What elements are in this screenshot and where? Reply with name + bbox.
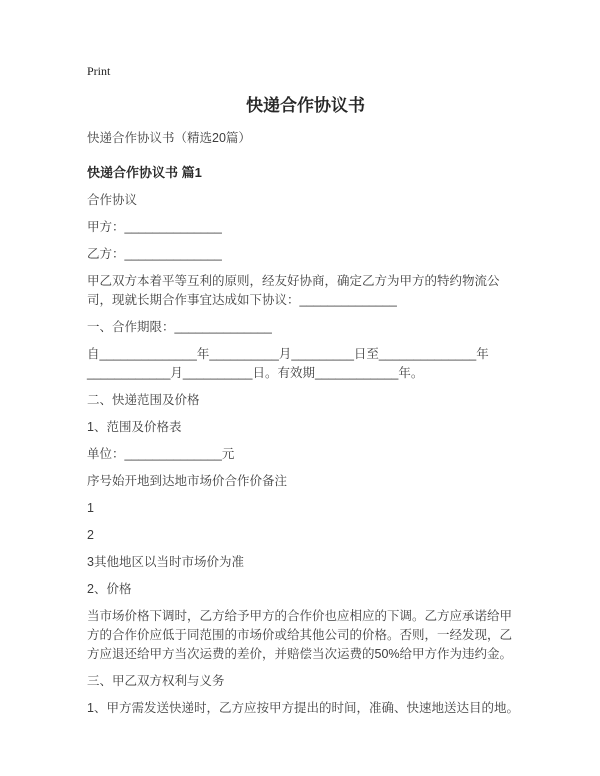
paragraph-section1-term: 一、合作期限：______________	[87, 320, 272, 334]
paragraph-preamble: 甲乙双方本着平等互利的原则，经友好协商，确定乙方为甲方的特约物流公司，现就长期合作事宜达成如下协议：______________	[87, 274, 500, 307]
paragraph-table-row-2: 2	[87, 528, 94, 542]
paragraph-term-dates-blank: 自______________年__________月_________日至______________年____________月__________日。有效期____________年。	[87, 347, 489, 380]
paragraph-table-row-1: 1	[87, 501, 94, 515]
paragraph-table-row-3: 3其他地区以当时市场价为准	[87, 555, 244, 569]
paragraph-section3-rights-obligations: 三、甲乙双方权利与义务	[87, 674, 225, 688]
paragraph-cooperation-agreement: 合作协议	[87, 193, 138, 207]
document-subtitle: 快递合作协议书（精选20篇）	[87, 131, 251, 145]
paragraph-price-label: 2、价格	[87, 582, 132, 596]
article-body	[87, 191, 524, 718]
article-heading: 快递合作协议书 篇1	[87, 165, 202, 180]
paragraph-party-b-blank: 乙方：______________	[87, 247, 222, 261]
document-title: 快递合作协议书	[246, 96, 365, 115]
paragraph-price-terms: 当市场价格下调时，乙方给予甲方的合作价也应相应的下调。乙方应承诺给甲方的合作价应低于同范围的市场价或给其他公司的价格。否则，一经发现，乙方应退还给甲方当次运费的差价，并赔偿当次运费的50%给甲方作为违约金。	[87, 609, 513, 661]
paragraph-obligation-1: 1、甲方需发送快递时，乙方应按甲方提出的时间，准确、快速地送达目的地。	[87, 701, 519, 715]
print-button[interactable]: Print	[87, 64, 111, 78]
paragraph-section2-scope-price: 二、快递范围及价格	[87, 393, 200, 407]
paragraph-party-a-blank: 甲方：______________	[87, 220, 222, 234]
paragraph-table-header: 序号始开地到达地市场价合作价备注	[87, 474, 288, 488]
paragraph-price-table-label: 1、范围及价格表	[87, 420, 182, 434]
paragraph-unit-blank: 单位：______________元	[87, 447, 235, 461]
